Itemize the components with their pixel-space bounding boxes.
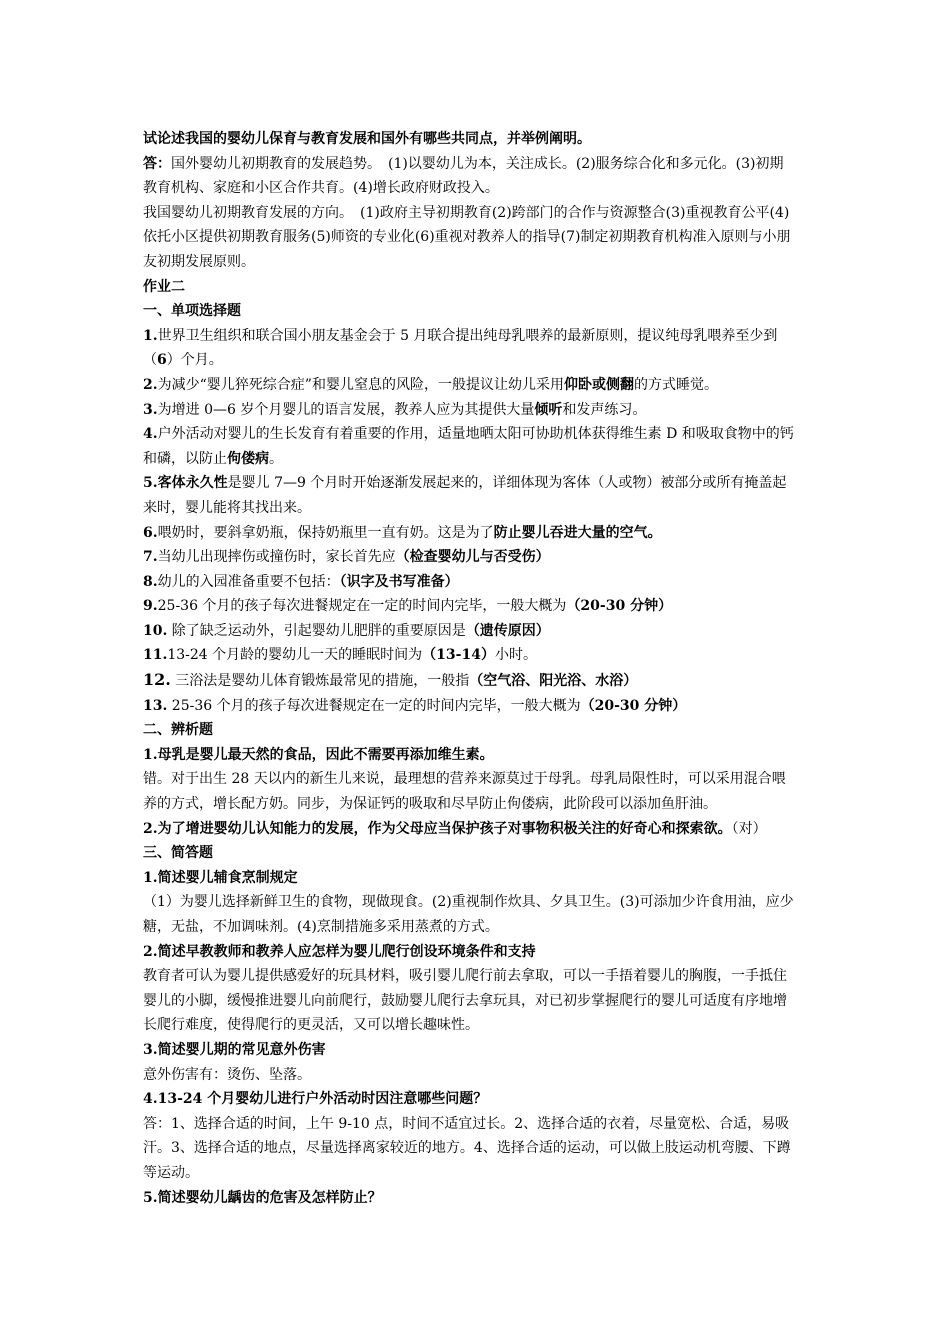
answer-highlight: 仰卧或侧翻 xyxy=(563,376,634,393)
short-4-answer: 答：1、选择合适的时间，上午 9-10 点，时间不适宜过长。2、选择合适的衣着，尽量宽松、合适，易吸 xyxy=(143,1115,790,1132)
answer-label: 答： xyxy=(143,155,171,172)
short-2-answer: 婴儿的小脚，缓慢推进婴儿向前爬行，鼓励婴儿爬行去拿玩具，对已初步掌握爬行的婴儿可适度有序地增 xyxy=(143,992,787,1009)
short-4-title: 4.13-24 个月婴幼儿进行户外活动时因注意哪些问题？ xyxy=(143,1091,488,1108)
essay-answer-line: 我国婴幼儿初期教育发展的方向。 (1)政府主导初期教育(2)跨部门的合作与资源整合(3)重视教育公平(4) xyxy=(143,204,790,221)
question-5: 5.客体永久性是婴儿 7—9 个月时开始逐渐发展起来的，详细体现为客体（人或物）被部分或所有掩盖起 xyxy=(143,475,787,492)
section-heading-short: 三、简答题 xyxy=(143,845,213,862)
essay-answer-line: 友初期发展原则。 xyxy=(143,253,255,270)
question-13: 13. 25-36 个月的孩子每次进餐规定在一定的时间内完毕，一般大概为（20-30 分钟） xyxy=(143,697,687,714)
question-9: 9.25-36 个月的孩子每次进餐规定在一定的时间内完毕，一般大概为（20-30 分钟） xyxy=(143,598,673,615)
question-11: 11.13-24 个月龄的婴幼儿一天的睡眠时间为（13-14）小时。 xyxy=(143,647,537,664)
answer-highlight: （20-30 分钟） xyxy=(580,697,687,714)
judge-2-title: 2.为了增进婴幼儿认知能力的发展，作为父母应当保护孩子对事物积极关注的好奇心和探索欲。（对） xyxy=(143,820,767,837)
answer-highlight: 防止婴儿吞进大量的空气。 xyxy=(493,524,662,541)
judge-1-title: 1.母乳是婴儿最天然的食品，因此不需要再添加维生素。 xyxy=(143,746,494,763)
short-2-answer: 教育者可认为婴儿提供感爱好的玩具材料，吸引婴儿爬行前去拿取，可以一手捂着婴儿的胸腹，一手抵住 xyxy=(143,968,787,985)
question-7: 7.当幼儿出现摔伤或撞伤时，家长首先应（检查婴幼儿与否受伤） xyxy=(143,549,550,566)
homework-title: 作业二 xyxy=(143,278,185,295)
answer-highlight: 客体永久性 xyxy=(157,475,228,492)
essay-question: 试论述我国的婴幼儿保育与教育发展和国外有哪些共同点，并举例阐明。 xyxy=(143,131,591,147)
answer-highlight: 倾听 xyxy=(534,401,563,418)
section-heading-judge: 二、辨析题 xyxy=(143,722,213,739)
question-8: 8.幼儿的入园准备重要不包括：（识字及书写准备） xyxy=(143,573,459,590)
answer-highlight: （检查婴幼儿与否受伤） xyxy=(395,549,550,566)
answer-highlight: （20-30 分钟） xyxy=(566,598,673,615)
question-6: 6.喂奶时，要斜拿奶瓶，保持奶瓶里一直有奶。这是为了防止婴儿吞进大量的空气。 xyxy=(143,524,662,541)
question-4-cont: 和磷，以防止佝偻病。 xyxy=(143,450,283,467)
short-1-answer: 糖，无盐，不加调味剂。(4)烹制措施多采用蒸煮的方式。 xyxy=(143,919,499,935)
question-12: 12. 三浴法是婴幼儿体育锻炼最常见的措施，一般指（空气浴、阳光浴、水浴） xyxy=(143,670,638,690)
essay-answer-line: 依托小区提供初期教育服务(5)师资的专业化(6)重视对教养人的指导(7)制定初期教育机构准入原则与小朋 xyxy=(143,229,791,246)
essay-answer-line: 教育机构、家庭和小区合作共育。(4)增长政府财政投入。 xyxy=(143,180,499,197)
short-4-answer: 汗。3、选择合适的地点，尽量选择离家较近的地方。4、选择合适的运动，可以做上肢运动机弯腰、下蹲 xyxy=(143,1140,791,1157)
document-body xyxy=(143,127,810,1210)
question-5-cont: 来时，婴儿能将其找出来。 xyxy=(143,499,311,516)
answer-highlight: 佝偻病 xyxy=(227,450,269,467)
question-2: 2.为减少“婴儿猝死综合症”和婴儿窒息的风险，一般提议让幼儿采用仰卧或侧翻的方式睡觉。 xyxy=(143,376,718,393)
section-heading-choice: 一、单项选择题 xyxy=(143,303,241,320)
answer-highlight: 6 xyxy=(157,352,167,369)
answer-highlight: （空气浴、阳光浴、水浴） xyxy=(469,673,638,690)
answer-highlight: （遗传原因） xyxy=(465,622,550,639)
short-2-title: 2.简述早教教师和教养人应怎样为婴儿爬行创设环境条件和支持 xyxy=(143,943,536,960)
short-3-answer: 意外伤害有：烫伤、坠落。 xyxy=(143,1066,311,1083)
answer-highlight: （识字及书写准备） xyxy=(339,573,459,590)
question-10: 10. 除了缺乏运动外，引起婴幼儿肥胖的重要原因是（遗传原因） xyxy=(143,622,550,639)
short-3-title: 3.简述婴儿期的常见意外伤害 xyxy=(143,1041,326,1058)
short-4-answer: 等运动。 xyxy=(143,1164,199,1181)
question-3: 3.为增进 0—6 岁个月婴儿的语言发展，教养人应为其提供大量倾听和发声练习。 xyxy=(143,401,647,418)
answer-highlight: （13-14） xyxy=(422,647,495,664)
short-5-title: 5.简述婴幼儿龋齿的危害及怎样防止？ xyxy=(143,1189,382,1206)
essay-answer-line: 答：国外婴幼儿初期教育的发展趋势。 (1)以婴幼儿为本，关注成长。(2)服务综合化和多元化。(3)初期 xyxy=(143,155,784,172)
judge-1-answer: 养的方式，增长配方奶。同步，为保证钙的吸取和尽早防止佝偻病，此阶段可以添加鱼肝油。 xyxy=(143,796,717,813)
short-2-answer: 长爬行难度，使得爬行的更灵活，又可以增长趣味性。 xyxy=(143,1017,479,1034)
question-1-cont: （6）个月。 xyxy=(143,352,223,369)
short-1-title: 1.简述婴儿辅食烹制规定 xyxy=(143,869,298,886)
question-1: 1.世界卫生组织和联合国小朋友基金会于 5 月联合提出纯母乳喂养的最新原则，提议纯母乳喂养至少到 xyxy=(143,327,778,344)
short-1-answer: （1）为婴儿选择新鲜卫生的食物，现做现食。(2)重视制作炊具、夕具卫生。(3)可添加少许食用油，应少 xyxy=(143,894,794,911)
judge-1-answer: 错。对于出生 28 天以内的新生儿来说，最理想的营养来源莫过于母乳。母乳局限性时，可以采用混合喂 xyxy=(143,771,786,788)
question-4: 4.户外活动对婴儿的生长发育有着重要的作用，适量地晒太阳可协助机体获得维生素 D 和吸取食物中的钙 xyxy=(143,426,794,443)
